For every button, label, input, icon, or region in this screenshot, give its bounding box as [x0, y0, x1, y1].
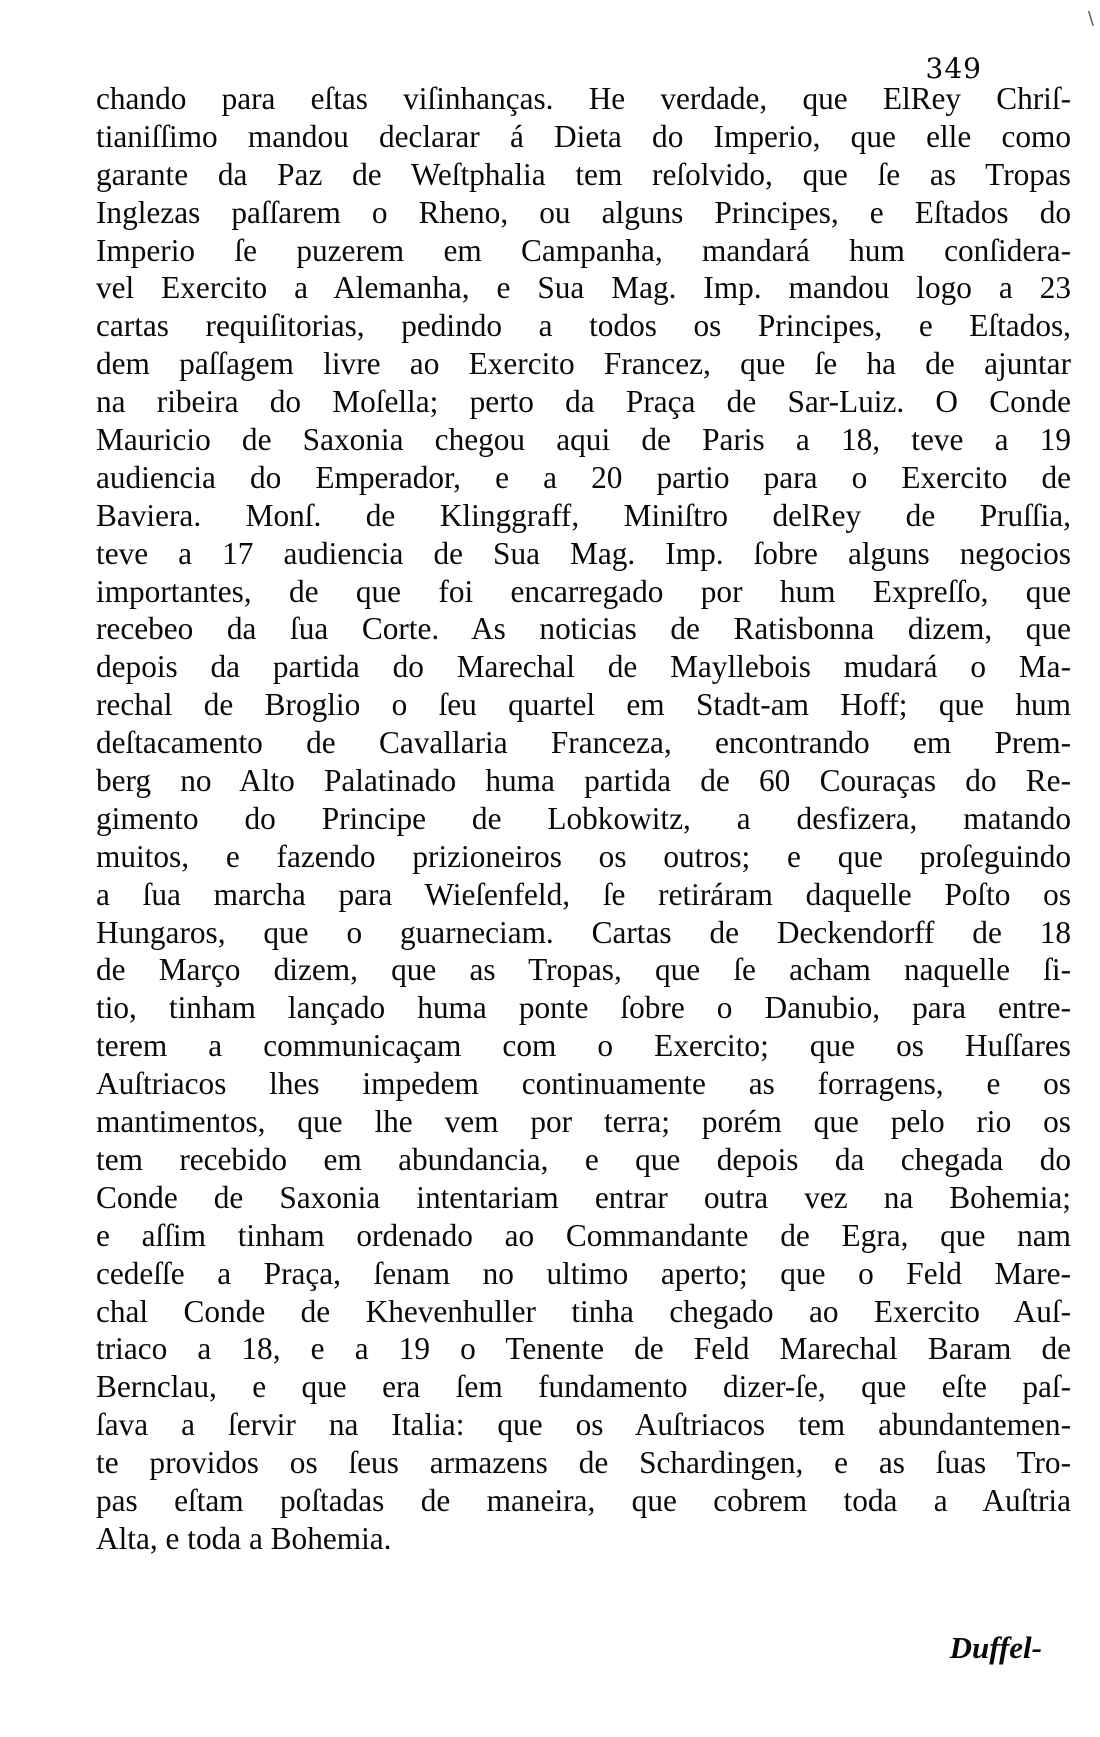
text-line: garante da Paz de Weſtphalia tem reſolvido, que ſe as Tropas	[96, 156, 1071, 192]
text-line: audiencia do Emperador, e a 20 partio para o Exercito de	[96, 459, 1071, 495]
text-line: Imperio ſe puzerem em Campanha, mandará hum conſidera-	[96, 232, 1071, 268]
text-line: terem a communicaçam com o Exercito; que os Huſſares	[96, 1028, 1071, 1064]
text-line: Baviera. Monſ. de Klinggraff, Miniſtro delRey de Pruſſia,	[96, 497, 1071, 533]
text-line: triaco a 18, e a 19 o Tenente de Feld Marechal Baram de	[96, 1331, 1071, 1367]
text-line: Conde de Saxonia intentariam entrar outra vez na Bohemia;	[96, 1179, 1071, 1215]
corner-mark: \	[1087, 8, 1094, 29]
text-line: muitos, e fazendo prizioneiros os outros; e que proſeguindo	[96, 838, 1071, 874]
text-line: de Março dizem, que as Tropas, que ſe acham naquelle ſi-	[96, 952, 1071, 988]
text-line: recebeo da ſua Corte. As noticias de Ratisbonna dizem, que	[96, 611, 1071, 647]
text-line: Auſtriacos lhes impedem continuamente as forragens, e os	[96, 1066, 1071, 1102]
text-line: dem paſſagem livre ao Exercito Francez, que ſe ha de ajuntar	[96, 346, 1071, 382]
text-line: berg no Alto Palatinado huma partida de 60 Couraças do Re-	[96, 763, 1071, 799]
text-line: teve a 17 audiencia de Sua Mag. Imp. ſobre alguns negocios	[96, 535, 1071, 571]
text-line: a ſua marcha para Wieſenfeld, ſe retiráram daquelle Poſto os	[96, 876, 1071, 912]
text-line: Mauricio de Saxonia chegou aqui de Paris a 18, teve a 19	[96, 422, 1071, 458]
text-line: gimento do Principe de Lobkowitz, a desfizera, matando	[96, 800, 1071, 836]
body-text	[96, 80, 1071, 1558]
text-line: cedeſſe a Praça, ſenam no ultimo aperto; que o Feld Mare-	[96, 1255, 1071, 1291]
text-line: Bernclau, e que era ſem fundamento dizer-ſe, que eſte paſ-	[96, 1369, 1071, 1405]
text-line: Alta, e toda a Bohemia.	[96, 1520, 392, 1556]
text-line: chando para eſtas viſinhanças. He verdade, que ElRey Chriſ-	[96, 81, 1071, 116]
text-line: vel Exercito a Alemanha, e Sua Mag. Imp. mandou logo a 23	[96, 270, 1071, 306]
text-line: tio, tinham lançado huma ponte ſobre o Danubio, para entre-	[96, 990, 1071, 1026]
text-line: e aſſim tinham ordenado ao Commandante de Egra, que nam	[96, 1217, 1071, 1253]
page-number: 349	[925, 52, 982, 85]
text-line: rechal de Broglio o ſeu quartel em Stadt-am Hoff; que hum	[96, 687, 1071, 723]
text-line: ſava a ſervir na Italia: que os Auſtriacos tem abundantemen-	[96, 1407, 1071, 1443]
text-line: depois da partida do Marechal de Mayllebois mudará o Ma-	[96, 649, 1071, 685]
text-line: Hungaros, que o guarneciam. Cartas de Deckendorff de 18	[96, 914, 1071, 950]
text-line: deſtacamento de Cavallaria Franceza, encontrando em Prem-	[96, 725, 1071, 761]
catchword: Duffel-	[949, 1630, 1042, 1665]
text-line: pas eſtam poſtadas de maneira, que cobrem toda a Auſtria	[96, 1482, 1071, 1518]
text-line: Inglezas paſſarem o Rheno, ou alguns Principes, e Eſtados do	[96, 194, 1071, 230]
text-line: chal Conde de Khevenhuller tinha chegado ao Exercito Auſ-	[96, 1293, 1071, 1329]
text-line: tem recebido em abundancia, e que depois da chegada do	[96, 1141, 1071, 1177]
text-line: mantimentos, que lhe vem por terra; porém que pelo rio os	[96, 1104, 1071, 1140]
text-line: cartas requiſitorias, pedindo a todos os Principes, e Eſtados,	[96, 308, 1071, 344]
text-line: na ribeira do Moſella; perto da Praça de Sar-Luiz. O Conde	[96, 384, 1071, 420]
text-line: te providos os ſeus armazens de Schardingen, e as ſuas Tro-	[96, 1445, 1071, 1481]
text-line: tianiſſimo mandou declarar á Dieta do Imperio, que elle como	[96, 118, 1071, 154]
text-line: importantes, de que foi encarregado por hum Expreſſo, que	[96, 573, 1071, 609]
